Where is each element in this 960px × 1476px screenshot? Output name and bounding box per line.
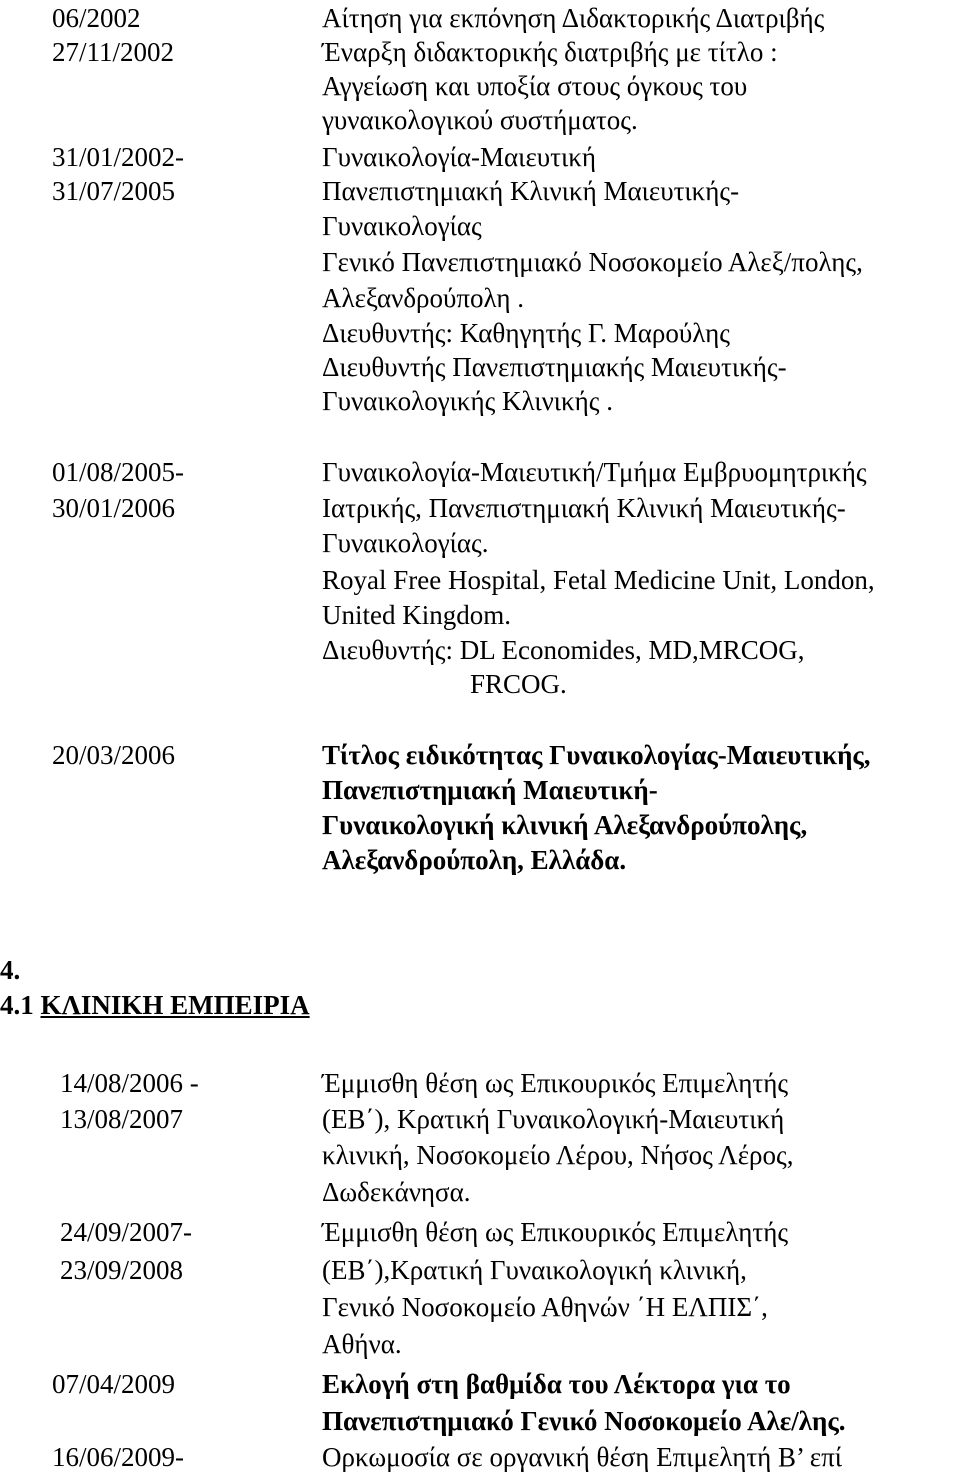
entry-description: Γυναικολογικής Κλινικής .	[322, 386, 613, 416]
entry-date: 27/11/2002	[52, 37, 175, 67]
entry-description: Γυναικολογία-Μαιευτική/Τμήμα Εμβρυομητρικής	[322, 457, 867, 487]
entry-description: Εκλογή στη βαθμίδα του Λέκτορα για το	[322, 1369, 791, 1399]
subsection-heading	[0, 988, 310, 1022]
entry-description: Έμμισθη θέση ως Επικουρικός Επιμελητής	[322, 1068, 789, 1098]
entry-description: Γενικό Πανεπιστημιακό Νοσοκομείο Αλεξ/πολης,	[322, 247, 863, 277]
section-number: 4.	[0, 955, 21, 985]
entry-description: Γυναικολογική κλινική Αλεξανδρούπολης,	[322, 810, 808, 840]
entry-description: Γυναικολογίας.	[322, 528, 489, 558]
entry-description: Royal Free Hospital, Fetal Medicine Unit, London,	[322, 565, 875, 595]
entry-date: 30/01/2006	[52, 493, 176, 523]
entry-description: Έμμισθη θέση ως Επικουρικός Επιμελητής	[322, 1217, 789, 1247]
entry-description: Αίτηση για εκπόνηση Διδακτορικής Διατριβής	[322, 3, 825, 33]
entry-date: 20/03/2006	[52, 740, 176, 770]
entry-description: Ιατρικής, Πανεπιστημιακή Κλινική Μαιευτικής-	[322, 493, 846, 523]
entry-description: Διευθυντής: DL Economides, MD,MRCOG,	[322, 635, 805, 665]
entry-description: FRCOG.	[470, 669, 567, 699]
entry-date: 16/06/2009-	[52, 1442, 184, 1472]
entry-description: (ΕΒ΄), Κρατική Γυναικολογική-Μαιευτική	[322, 1104, 785, 1134]
entry-description: Αλεξανδρούπολη, Ελλάδα.	[322, 845, 627, 875]
entry-description: Γυναικολογίας	[322, 211, 482, 241]
entry-description: Δωδεκάνησα.	[322, 1177, 471, 1207]
entry-description: Διευθυντής: Καθηγητής Γ. Μαρούλης	[322, 318, 730, 348]
entry-description: Έναρξη διδακτορικής διατριβής με τίτλο :	[322, 37, 778, 67]
entry-date: 23/09/2008	[60, 1255, 184, 1285]
entry-description: Πανεπιστημιακή Μαιευτική-	[322, 775, 658, 805]
entry-description: γυναικολογικού συστήματος.	[322, 105, 638, 135]
entry-description: United Kingdom.	[322, 600, 511, 630]
entry-description: (ΕΒ΄),Κρατική Γυναικολογική κλινική,	[322, 1255, 747, 1285]
entry-date: 24/09/2007-	[60, 1217, 192, 1247]
entry-description: Τίτλος ειδικότητας Γυναικολογίας-Μαιευτικής,	[322, 740, 871, 770]
entry-date: 14/08/2006 -	[60, 1068, 199, 1098]
entry-description: Ορκωμοσία σε οργανική θέση Επιμελητή Β’ επί	[322, 1442, 843, 1472]
entry-description: Αλεξανδρούπολη .	[322, 283, 524, 313]
entry-date: 13/08/2007	[60, 1104, 184, 1134]
entry-description: Γυναικολογία-Μαιευτική	[322, 142, 596, 172]
entry-date: 07/04/2009	[52, 1369, 176, 1399]
subsection-number: 4.1	[0, 990, 34, 1020]
entry-date: 06/2002	[52, 3, 141, 33]
entry-date: 31/07/2005	[52, 176, 176, 206]
entry-description: Πανεπιστημιακό Γενικό Νοσοκομείο Αλε/λης.	[322, 1406, 846, 1436]
entry-description: Αγγείωση και υποξία στους όγκους του	[322, 71, 748, 101]
entry-description: Αθήνα.	[322, 1329, 402, 1359]
entry-description: Πανεπιστημιακή Κλινική Μαιευτικής-	[322, 176, 740, 206]
entry-date: 01/08/2005-	[52, 457, 184, 487]
entry-description: Διευθυντής Πανεπιστημιακής Μαιευτικής-	[322, 352, 787, 382]
subsection-title: ΚΛΙΝΙΚΗ ΕΜΠΕΙΡΙΑ	[40, 990, 310, 1020]
entry-date: 31/01/2002-	[52, 142, 184, 172]
entry-description: κλινική, Νοσοκομείο Λέρου, Νήσος Λέρος,	[322, 1140, 794, 1170]
entry-description: Γενικό Νοσοκομείο Αθηνών ΄Η ΕΛΠΙΣ΄,	[322, 1292, 768, 1322]
